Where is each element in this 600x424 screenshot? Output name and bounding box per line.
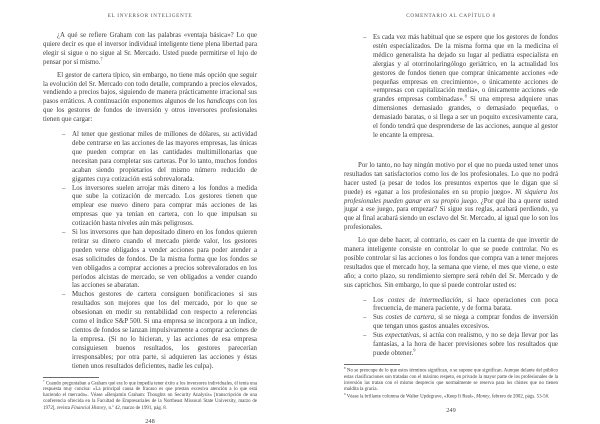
handicaps-list-continued <box>344 34 558 141</box>
left-page <box>43 13 258 424</box>
right-page <box>344 13 559 414</box>
list-item-text: Muchos gestores de cartera consiguen bonificaciones si sus resultados son mejores que los del mercado, por lo que se obsesionan en medir su rentabilidad con respecto a referencias como el índice S&P 500. Si una empresa se incorpora a un índice, cientos de fondos se lanzan impulsivamente a comprar acciones de la empresa. (Si no lo hicieran, y las acciones de esa empresa consiguiesen buenos resultados, los gestores parecerían irresponsables; por otra parte, si adquieren las acciones y éstas tienen unos resultados deficientes, nadie les culpa). <box>72 291 257 370</box>
list-item-dash: – <box>363 34 367 41</box>
controllables-list <box>344 297 558 359</box>
footnote: $^9$ Véase la brillante columna de Walter Updegrave, «Keep It Real», Money, febrero de 2002, págs. 53-56. <box>344 391 550 400</box>
footnote: $^8$ No se preocupe de lo que estos términos significan, o se supone que significan. Aunque delante del público estas clasificaciones son tratadas con el máximo respeto, en privado la mayor parte de los profesionales de la inversión las tratan con el mismo desprecio que normalmente se reserva para los chistes que no tienen maldita la gracia. <box>344 365 558 392</box>
list-item <box>43 291 257 371</box>
list-item-dash: – <box>62 131 66 139</box>
list-item-dash: – <box>363 296 367 304</box>
list-item <box>344 297 558 315</box>
footnote: $^7$ Cuando preguntaban a Graham qué era lo que impedía tener éxito a los inversores individuales, él tenía una respuesta muy concisa: «La principal causa de fracaso es que prestan excesiva atención a lo que está haciendo el mercado». Véase «Benjamin Graham: Thoughts on Security Analysis» [transcripción de una conferencia ofrecida en la Facultad de Empresariales de la Northeast Missouri State University, marzo de 1972], revista Financial History, n.º 42, marzo de 1991, pág. 8. <box>43 378 257 411</box>
footnote-list-left <box>43 378 257 412</box>
list-item-text: Los costes de intermediación, si hace operaciones con poca frecuencia, de manera paciente, y de forma barata. <box>373 296 558 313</box>
list-item-dash: – <box>363 314 367 322</box>
footnote-divider <box>344 364 400 365</box>
page-number-right: 249 <box>446 406 456 414</box>
list-item-text: Sus expectativas, si actúa con realismo, y no se deja llevar por las fantasías, a la hora de hacer previsiones sobre los resultados que puede obtener.$^9$ <box>373 332 558 357</box>
list-item-dash: – <box>62 229 66 237</box>
list-item-text: Los inversores suelen arrojar más dinero a los fondos a medida que sube la cotización de mercado. Los gestores tienen que emplear ese nuevo dinero para comprar más acciones de las empresas que ya tenían en cartera, con lo que impulsan su cotización hasta niveles aún más peligrosos. <box>72 184 257 228</box>
running-header-right: COMENTARIO AL CAPÍTULO 8 <box>406 13 496 19</box>
list-item <box>43 229 257 291</box>
footnote-list-right <box>344 365 558 401</box>
list-item <box>344 332 558 359</box>
list-item-text: Es cada vez más habitual que se espere que los gestores de fondos estén especializados. De la misma forma que en la medicina el médico generalista ha dejado su lugar al pediatra especialista en alergias y al otorrinolaringólogo geriátrico, en la actualidad los gestores de fondos tienen que comprar únicamente acciones «de pequeñas empresas en crecimiento», o únicamente acciones de «empresas con capitalización media», o únicamente acciones «de grandes empresas combinadas».$^8$ Si una empresa adquiere unas dimensiones demasiado grandes, o demasiado pequeñas, o demasiado baratas, o si llega a ser un poquito excesivamente cara, el fondo tendrá que desprenderse de las acciones, aunque al gestor le encante la empresa. <box>373 34 558 139</box>
list-item-dash: – <box>363 332 367 340</box>
footnote-divider <box>43 377 99 378</box>
list-item <box>344 34 558 141</box>
footnote-area-right <box>344 362 558 414</box>
paragraph: Lo que debe hacer, al contrario, es caer en la cuenta de que invertir de manera inteligente consiste en controlar lo que se puede controlar. No es posible controlar si las acciones o los fondos que compra van a tener mejores resultados que el mercado hoy, la semana que viene, el mes que viene, o este año; a corto plazo, su rendimiento siempre será rehén del Sr. Mercado y de sus caprichos. Sin embargo, lo que sí puede controlar usted es: <box>344 237 558 289</box>
list-item-text: Al tener que gestionar miles de millones de dólares, su actividad debe centrarse en las acciones de las mayores empresas, las únicas que pueden comprar en las cantidades multimillonarias que necesitan para completar sus carteras. Por lo tanto, muchos fondos acaban siendo propietarios del mismo número reducido de gigantes cuya cotización está sobrevalorada. <box>72 131 257 183</box>
paragraph: Por lo tanto, no hay ningún motivo por el que no pueda usted tener unos resultados tan satisfactorios como los de los profesionales. Lo que no podrá hacer usted (a pesar de todos los presuntos expertos que le digan que sí puede) es «ganar a los profesionales en su propio juego». Ni siquiera los profesionales pueden ganar en su propio juego. ¿Por qué iba a querer usted jugar a ese juego, para empezar? Si sigue sus reglas, acabará perdiendo, ya que al final acabará siendo un esclavo del Sr. Mercado, al igual que lo son los profesionales. <box>344 161 558 232</box>
list-item-dash: – <box>62 184 66 192</box>
list-item <box>344 314 558 332</box>
footnote-area-left <box>43 375 257 424</box>
list-item <box>43 185 257 230</box>
page-number-left: 248 <box>145 417 155 424</box>
running-header-left: EL INVERSOR INTELIGENTE <box>107 13 193 19</box>
paragraph: El gestor de cartera típico, sin embargo, no tiene más opción que seguir la evolución del Sr. Mercado con todo detalle, comprando a precios elevados, vendiendo a precios bajos, siguiendo de manera prácticamente irracional sus pasos erráticos. A continuación exponemos algunos de los handicaps con los que los gestores de fondos de inversión y otros inversores profesionales tienen que cargar: <box>43 71 258 124</box>
handicaps-list <box>43 131 257 371</box>
list-item-text: Sus costes de cartera, si se niega a comprar fondos de inversión que tengan unos gastos anuales excesivos. <box>373 314 559 331</box>
list-item <box>43 131 257 184</box>
list-item-dash: – <box>62 291 66 299</box>
paragraph: ¿A qué se refiere Graham con las palabras «ventaja básica»? Lo que quiere decir es que el inversor individual inteligente tiene plena libertad para elegir si sigue o no sigue al Sr. Mercado. Usted puede permitirse el lujo de pensar por sí mismo.$^7$ <box>43 32 257 66</box>
list-item-text: Si los inversores que han depositado dinero en los fondos quieren retirar su dinero cuando el mercado pierde valor, los gestores pueden verse obligados a vender acciones para poder atender a esas solicitudes de fondos. De la misma forma que los fondos se ven obligados a comprar acciones a precios sobrevalorados en los períodos alcistas de mercado, se ven obligados a vender cuando las acciones se abaratan. <box>72 229 257 290</box>
